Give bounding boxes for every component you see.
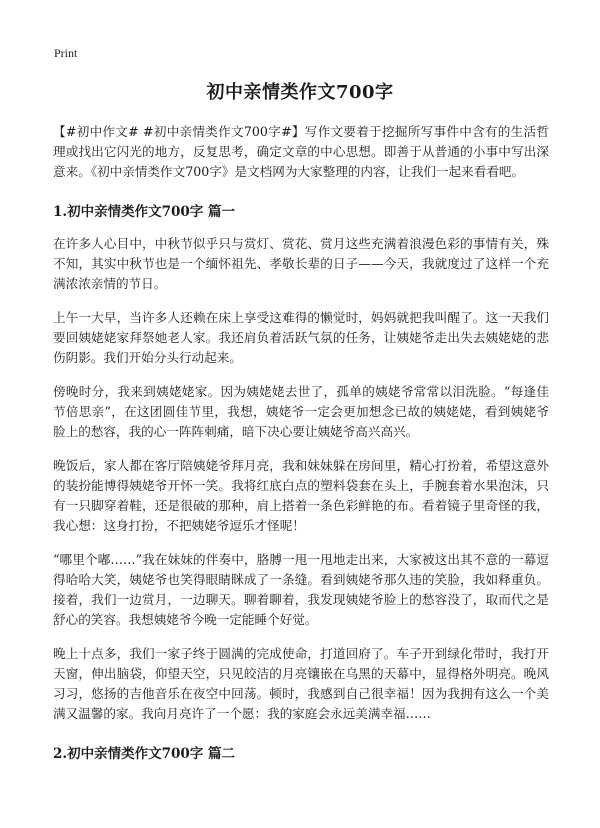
section-heading: 1.初中亲情类作文700字 篇一 — [53, 204, 235, 220]
body-paragraph: 晚饭后，家人都在客厅陪姨姥爷拜月亮，我和妹妹躲在房间里，精心打扮着，希望这意外的装扮能博得姨姥爷开怀一笑。我将红底白点的塑料袋套在头上，手腕套着水果泡沫，只有一只脚穿着鞋，还是很破的那种，肩上搭着一条色彩鲜艳的布。看着镜子里奇怪的我，我心想：这身打扮，不把姨姥爷逗乐才怪呢！ — [53, 458, 549, 533]
body-paragraph: 晚上十点多，我们一家子终于圆满的完成使命，打道回府了。车子开到绿化带时，我打开天窗，伸出脑袋，仰望天空，只见皎洁的月亮镶嵌在乌黑的天幕中，显得格外明亮。晚风习习，悠扬的吉他音乐在夜空中回荡。顿时，我感到自己很幸福！因为我拥有这么一个美满又温馨的家。我向月亮许了一个愿：我的家庭会永远美满幸福…… — [53, 646, 549, 721]
section-heading: 2.初中亲情类作文700字 篇二 — [53, 746, 235, 762]
print-link[interactable]: Print — [54, 46, 78, 60]
document-title: 初中亲情类作文700字 — [206, 82, 394, 103]
body-paragraph: 傍晚时分，我来到姨姥姥家。因为姨姥姥去世了，孤单的姨姥爷常常以泪洗脸。“每逢佳节倍思亲”，在这团圆佳节里，我想，姨姥爷一定会更加想念已故的姨姥姥，看到姨姥爷脸上的愁容，我的心一阵阵刺痛，暗下决心要让姨姥爷高兴高兴。 — [53, 384, 549, 439]
body-paragraph: “哪里个嘟……”我在妹妹的伴奏中，胳膊一甩一甩地走出来，大家被这出其不意的一幕逗得哈哈大笑，姨姥爷也笑得眼睛眯成了一条缝。看到姨姥爷那久违的笑脸，我如释重负。接着，我们一边赏月，一边聊天。聊着聊着，我发现姨姥爷脸上的愁容没了，取而代之是舒心的笑容。我想姨姥爷今晚一定能睡个好觉。 — [53, 552, 549, 627]
body-paragraph: 在许多人心目中，中秋节似乎只与赏灯、赏花、赏月这些充满着浪漫色彩的事情有关，殊不知，其实中秋节也是一个缅怀祖先、孝敬长辈的日子——今天，我就度过了这样一个充满浓浓亲情的节日。 — [53, 236, 549, 291]
intro-paragraph: 【#初中作文# #初中亲情类作文700字#】写作文要着于挖掘所写事件中含有的生活哲理或找出它闪光的地方，反复思考，确定文章的中心思想。即善于从普通的小事中写出深意来。《初中亲情类作文700字》是文档网为大家整理的内容，让我们一起来看看吧。 — [53, 124, 549, 179]
body-paragraph: 上午一大早，当许多人还赖在床上享受这难得的懒觉时，妈妈就把我叫醒了。这一天我们要回姨姥姥家拜祭她老人家。我还肩负着活跃气氛的任务，让姨姥爷走出失去姨姥姥的悲伤阴影。我们开始分头行动起来。 — [53, 310, 549, 365]
document-body — [53, 122, 549, 776]
